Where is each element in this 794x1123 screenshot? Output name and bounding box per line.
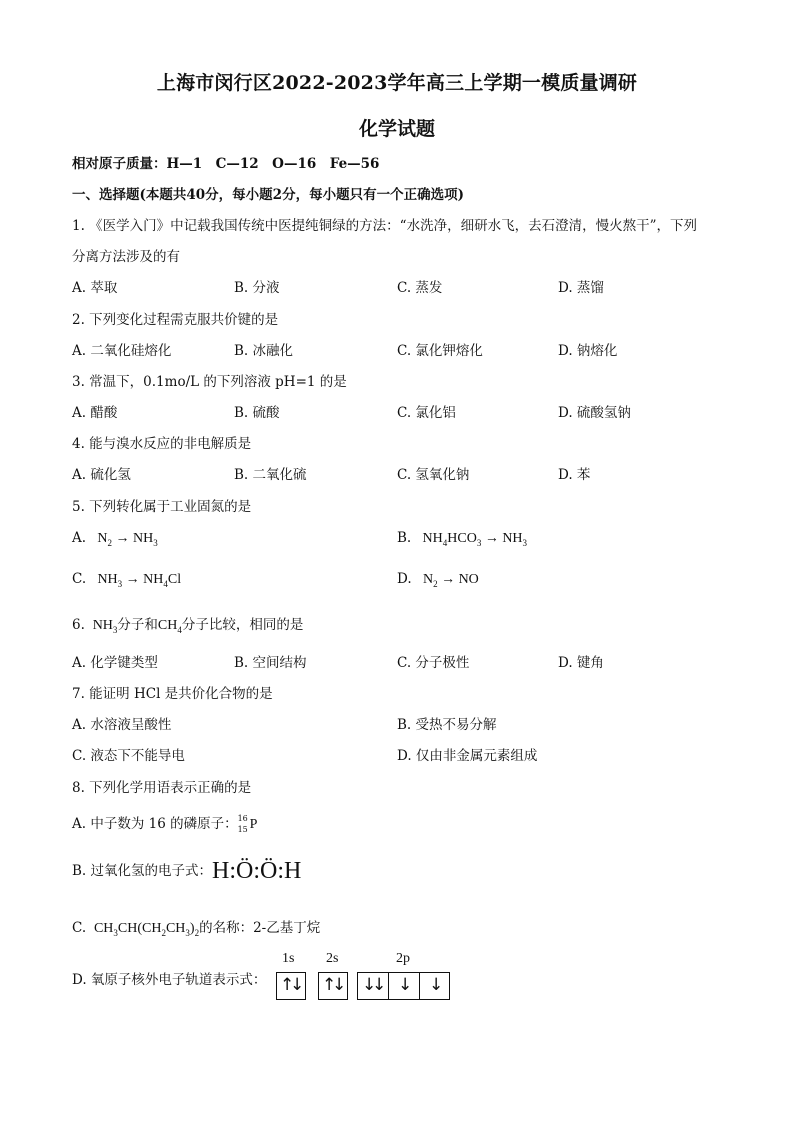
orbital-divider — [388, 973, 389, 999]
q6-nh3-formula: $NH_3$ — [89, 618, 118, 635]
q6-option-c: C. 分子极性 — [397, 655, 470, 671]
orbital-box-2p — [357, 972, 450, 1000]
orbital-box-2s — [318, 972, 348, 1000]
q8-option-c-formula: $CH_3CH(CH_2CH_3)_2$ — [90, 921, 200, 938]
q2-option-c: C. 氯化钾熔化 — [397, 343, 483, 359]
q7-option-d: D. 仅由非金属元素组成 — [397, 748, 538, 764]
q1-option-a: A. 萃取 — [72, 280, 118, 296]
electron-spin-down-icon: ↓ — [290, 975, 305, 995]
q6-stem-mid: 分子和 — [117, 617, 158, 633]
q4-stem: 4. 能与溴水反应的非电解质是 — [72, 436, 252, 452]
q1-option-d: D. 蒸馏 — [558, 280, 604, 296]
electron-spin-up-icon: ↑ — [322, 975, 337, 995]
q8-atomic-number: 15 — [237, 824, 248, 834]
q6-option-b: B. 空间结构 — [234, 655, 307, 671]
q5-option-a-formula: $N_2 \to NH_3$ — [90, 531, 158, 548]
q5-option-b — [397, 530, 527, 548]
q8-option-b-text: B. 过氧化氢的电子式： — [72, 863, 213, 879]
q2-option-d: D. 钠熔化 — [558, 343, 618, 359]
q5-option-c — [72, 571, 181, 589]
q5-option-c-formula: $NH_3 \to NH_4Cl$ — [90, 572, 182, 589]
electron-spin-up-icon: ↑ — [280, 975, 295, 995]
q1-stem-line2: 分离方法涉及的有 — [72, 249, 180, 265]
q4-option-c: C. 氢氧化钠 — [397, 467, 470, 483]
q5-option-d — [397, 571, 479, 589]
atomic-mass-line: 相对原子质量：H—1 C—12 O—16 Fe—56 — [72, 156, 380, 172]
q8-option-d — [72, 968, 266, 988]
exam-subtitle: 化学试题 — [358, 118, 435, 140]
q4-option-d: D. 苯 — [558, 467, 591, 483]
q6-stem — [72, 613, 303, 635]
q6-ch4-formula: $CH_4$ — [157, 618, 182, 635]
q1-option-b: B. 分液 — [234, 280, 280, 296]
electron-spin-down-icon: ↓ — [372, 975, 387, 995]
section-heading: 一、选择题(本题共40分，每小题2分，每小题只有一个正确选项) — [72, 187, 464, 203]
q8-isotope-notation — [237, 813, 250, 834]
orbital-label-2p: 2p — [396, 951, 410, 966]
q1-option-c: C. 蒸发 — [397, 280, 443, 296]
electron-spin-down-icon: ↓ — [362, 975, 377, 995]
electron-spin-down-icon: ↓ — [398, 975, 413, 995]
q2-option-a: A. 二氧化硅熔化 — [72, 343, 172, 359]
q8-option-a — [72, 812, 257, 833]
q1-stem-line1: 1. 《医学入门》中记载我国传统中医提纯铜绿的方法：“水洗净，细研水飞，去石澄清，慢火熬干”，下列 — [72, 218, 697, 234]
q7-stem: 7. 能证明 HCl 是共价化合物的是 — [72, 686, 273, 702]
q8-stem: 8. 下列化学用语表示正确的是 — [72, 780, 252, 796]
orbital-label-2s: 2s — [326, 951, 339, 966]
q3-option-c: C. 氯化铝 — [397, 405, 456, 421]
q5-option-d-formula: $N_2$ → NO — [415, 572, 479, 589]
q4-option-b: B. 二氧化硫 — [234, 467, 307, 483]
q2-option-b: B. 冰融化 — [234, 343, 294, 359]
q4-option-a: A. 硫化氢 — [72, 467, 131, 483]
q2-stem: 2. 下列变化过程需克服共价键的是 — [72, 312, 279, 328]
q7-option-c: C. 液态下不能导电 — [72, 748, 185, 764]
q8-option-c-text: 的名称：2-乙基丁烷 — [199, 920, 321, 936]
q6-option-a: A. 化学键类型 — [72, 655, 158, 671]
q5-stem: 5. 下列转化属于工业固氮的是 — [72, 499, 252, 515]
q8-option-c — [72, 916, 320, 938]
q7-option-a: A. 水溶液呈酸性 — [72, 717, 172, 733]
q6-stem-tail: 分子比较，相同的是 — [181, 617, 304, 633]
q8-option-b — [72, 858, 301, 885]
q6-option-d: D. 键角 — [558, 655, 604, 671]
q5-option-b-label: B. — [397, 530, 412, 546]
q5-option-a-label: A. — [72, 530, 87, 546]
q6-number: 6. — [72, 617, 85, 633]
q3-option-b: B. 硫酸 — [234, 405, 280, 421]
q3-option-a: A. 醋酸 — [72, 405, 118, 421]
electron-spin-down-icon: ↓ — [332, 975, 347, 995]
q8-element-symbol: P — [249, 817, 258, 832]
q8-h2o2-lewis-structure: H:Ö:Ö:H — [212, 858, 302, 884]
exam-title: 上海市闵行区2022-2023学年高三上学期一模质量调研 — [156, 72, 638, 94]
q8-option-a-text: A. 中子数为 16 的磷原子： — [72, 816, 238, 832]
q5-option-b-formula: $NH_4HCO_3 \to NH_3$ — [415, 531, 528, 548]
q8-mass-number: 16 — [237, 813, 248, 823]
electron-spin-down-icon: ↓ — [429, 975, 444, 995]
q8-option-d-text: D. 氧原子核外电子轨道表示式： — [72, 972, 267, 988]
q3-option-d: D. 硫酸氢钠 — [558, 405, 631, 421]
orbital-divider — [419, 973, 420, 999]
q5-option-d-label: D. — [397, 571, 412, 587]
q8-option-c-label: C. — [72, 920, 87, 936]
q5-option-a — [72, 530, 158, 548]
q3-stem: 3. 常温下，0.1mo/L 的下列溶液 pH=1 的是 — [72, 374, 347, 390]
orbital-label-1s: 1s — [282, 951, 295, 966]
q5-option-c-label: C. — [72, 571, 87, 587]
orbital-box-1s — [276, 972, 306, 1000]
q7-option-b: B. 受热不易分解 — [397, 717, 497, 733]
